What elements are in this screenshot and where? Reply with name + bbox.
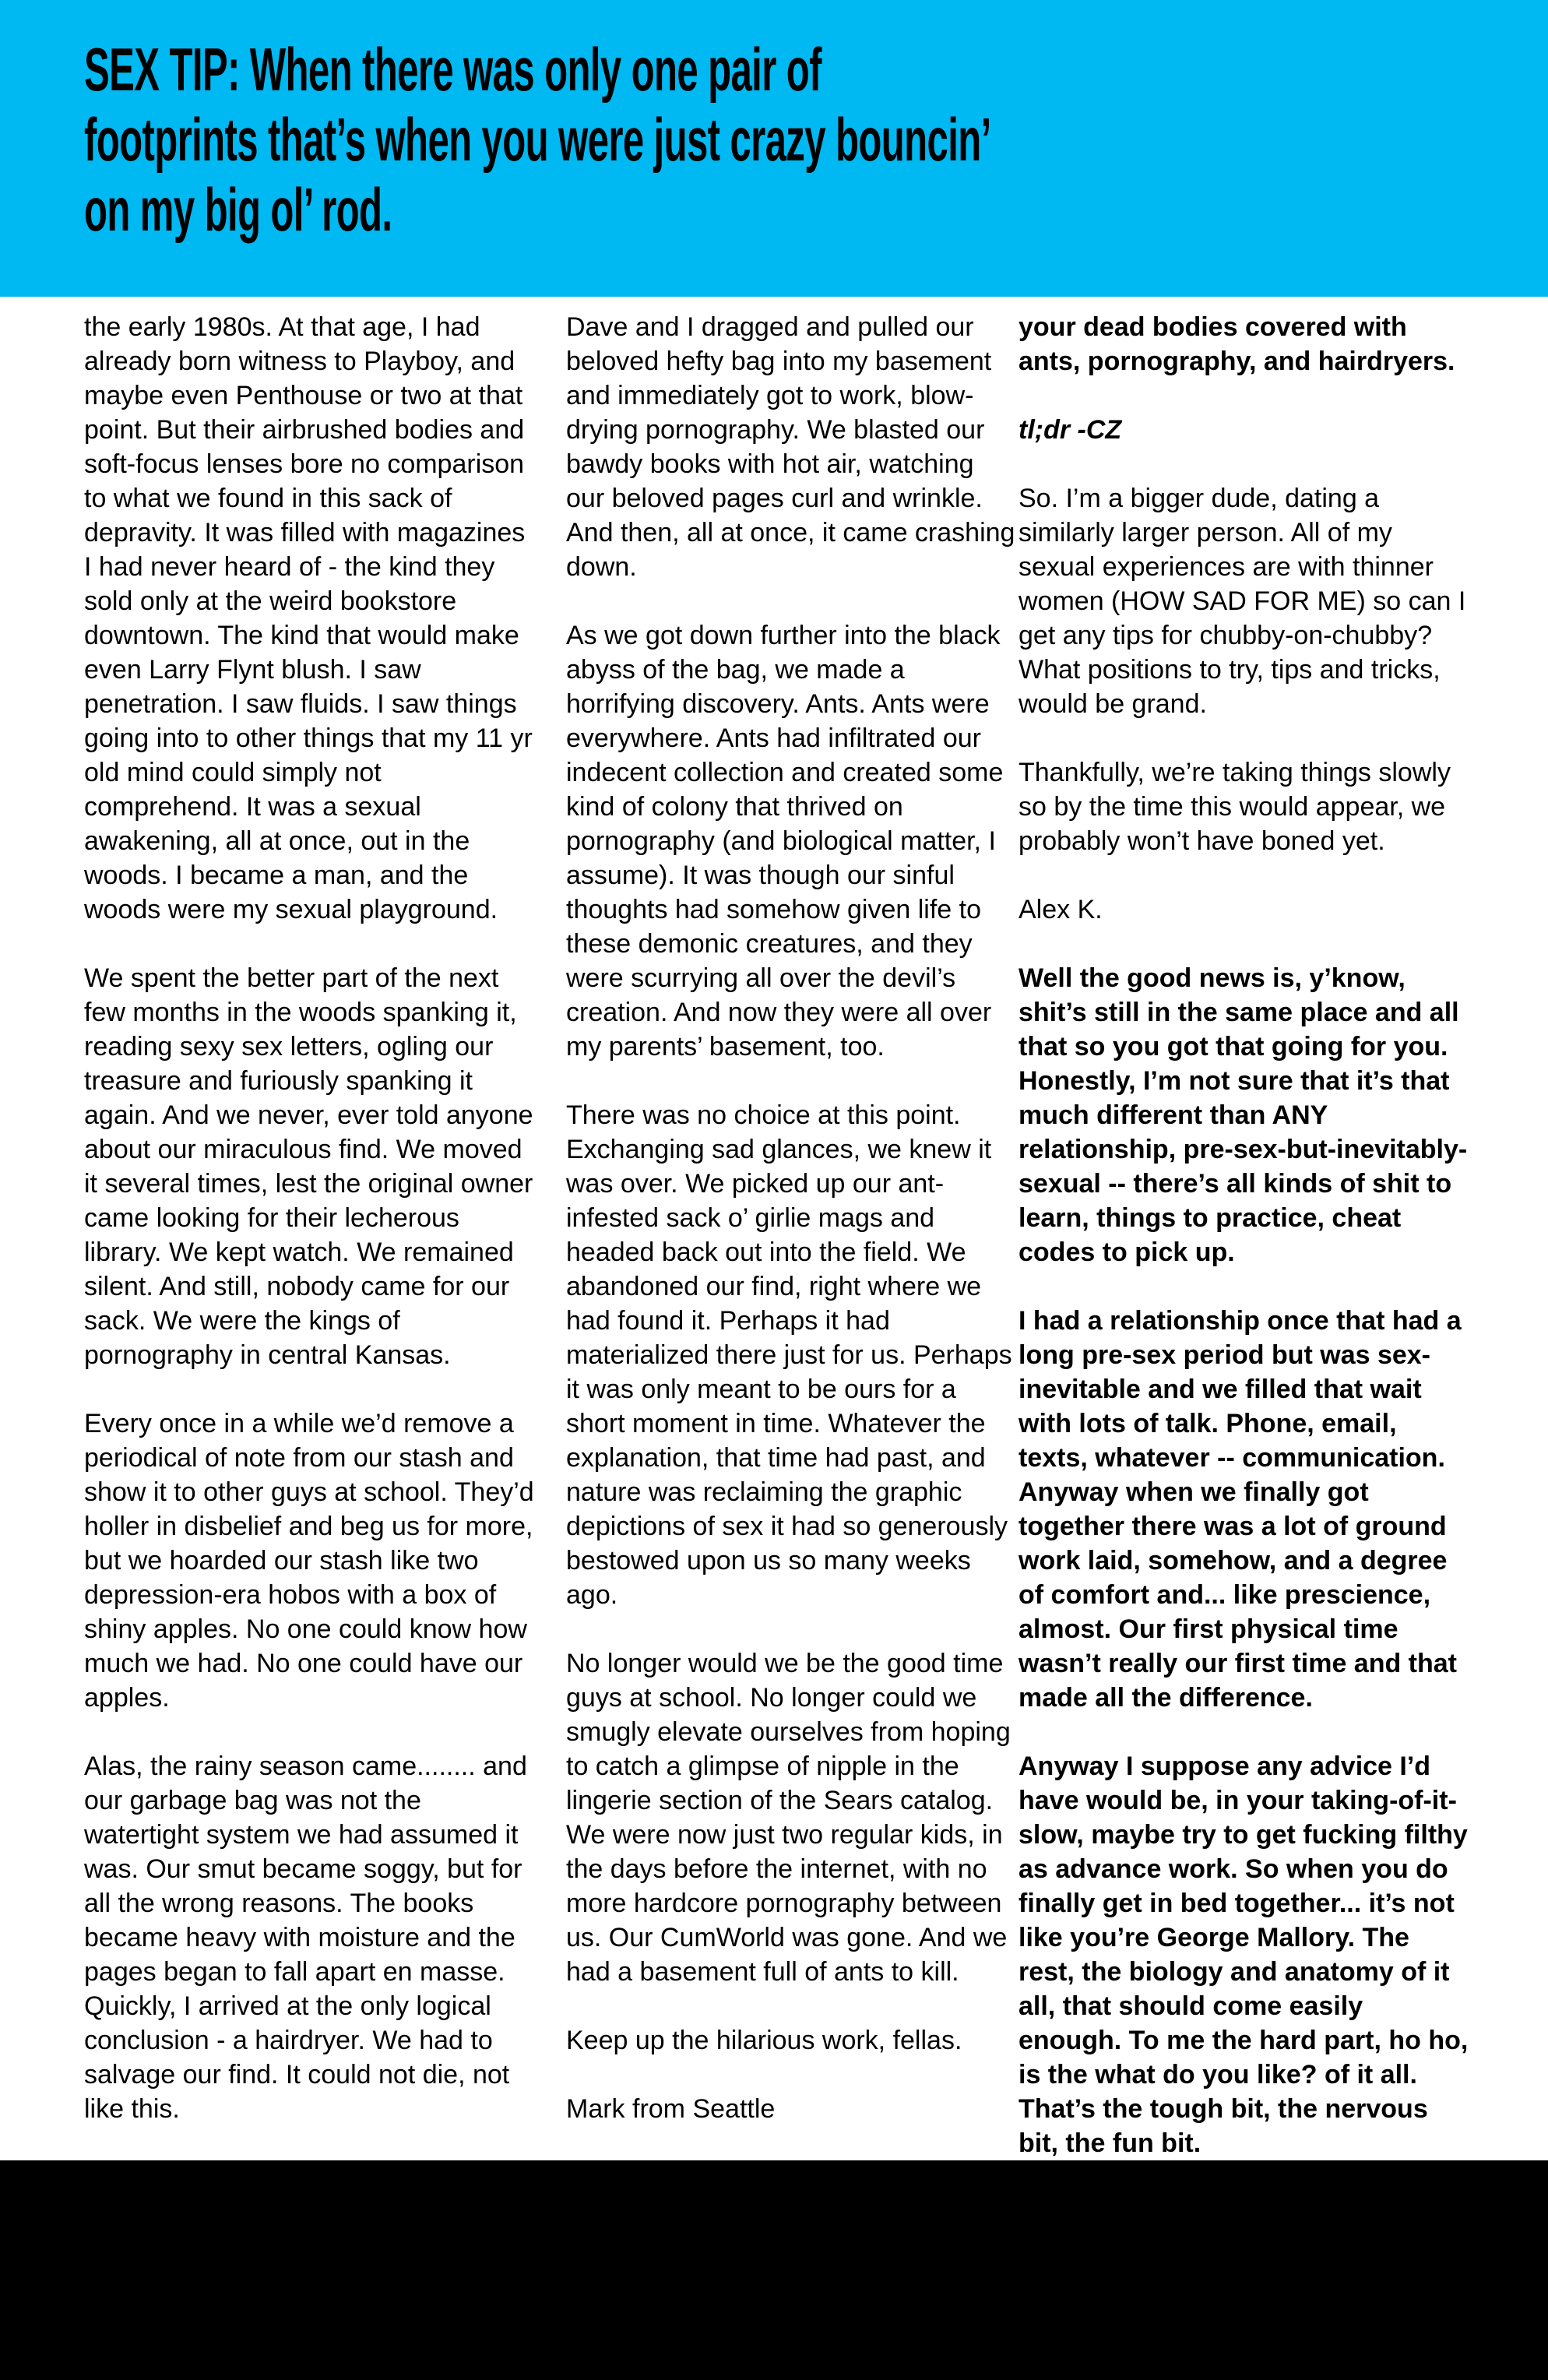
- paragraph: Keep up the hilarious work, fellas.: [566, 2026, 962, 2055]
- paragraph: Anyway I suppose any advice I’d have would be, in your taking-of-it-slow, maybe try to get fucking filthy as advance work. So when you do finally get in bed together... it’s not like you’re George Mallory. The rest, the biology and anatomy of it all, that should come easily enough. To me the hard part, ho ho, is the what do you like? of it all. That’s the tough bit, the nervous bit, the fun bit.: [1019, 1752, 1469, 2158]
- paragraph: Thankfully, we’re taking things slowly so by the time this would appear, we probably won’t have boned yet.: [1019, 758, 1451, 856]
- paragraph: Well the good news is, y’know, shit’s still in the same place and all that so you got that going for you. Honestly, I’m not sure that it’s that much different than ANY relationship, pre-sex-but-inevitably-sexual -- there’s all kinds of shit to learn, things to practice, cheat codes to pick up.: [1019, 963, 1468, 1267]
- paragraph: tl;dr -CZ: [1019, 415, 1122, 445]
- header-banner: [0, 0, 1548, 297]
- paragraph: Alex K.: [1019, 895, 1103, 924]
- text-column-2: [566, 310, 1019, 2297]
- paragraph: No longer would we be the good time guys at school. No longer could we smugly elevate ourselves from hoping to catch a glimpse of nipple in the lingerie section of the Sears catalog. We were now just two regular kids, in the days before the internet, with no more hardcore pornography between us. Our CumWorld was gone. And we had a basement full of ants to kill.: [566, 1649, 1011, 1987]
- paragraph: We spent the better part of the next few months in the woods spanking it, reading sexy sex letters, ogling our treasure and furiously spanking it again. And we never, ever told anyone about our miraculous find. We moved it several times, lest the original owner came looking for their lecherous library. We kept watch. We remained silent. And still, nobody came for our sack. We were the kings of pornography in central Kansas.: [84, 963, 533, 1370]
- paragraph: So. I’m a bigger dude, dating a similarly larger person. All of my sexual experiences are with thinner women (HOW SAD FOR ME) so can I get any tips for chubby-on-chubby? What positions to try, tips and tricks, would be grand.: [1019, 484, 1466, 719]
- paragraph: Alas, the rainy season came........ and our garbage bag was not the watertight system we had assumed it was. Our smut became soggy, but for all the wrong reasons. The books became heavy with moisture and the pages began to fall apart en masse. Quickly, I arrived at the only logical conclusion - a hairdryer. We had to salvage our find. It could not die, not like this.: [84, 1752, 527, 2124]
- paragraph: As we got down further into the black abyss of the bag, we made a horrifying discovery. Ants. Ants were everywhere. Ants had infiltrated our indecent collection and created some kind of colony that thrived on pornography (and biological matter, I assume). It was though our sinful thoughts had somehow given life to these demonic creatures, and they were scurrying all over the devil’s creation. And now they were all over my parents’ basement, too.: [566, 621, 1004, 1061]
- paragraph: your dead bodies covered with ants, pornography, and hairdryers.: [1019, 312, 1455, 376]
- paragraph: Every once in a while we’d remove a periodical of note from our stash and show it to other guys at school. They’d holler in disbelief and beg us for more, but we hoarded our stash like two depression-era hobos with a box of shiny apples. No one could know how much we had. No one could have our apples.: [84, 1409, 534, 1713]
- paragraph: I had a relationship once that had a long pre-sex period but was sex-inevitable and we filled that wait with lots of talk. Phone, email, texts, whatever -- communication. Anyway when we finally got together there was a lot of ground work laid, somehow, and a degree of comfort and... like prescience, almost. Our first physical time wasn’t really our first time and that made all the difference.: [1019, 1306, 1462, 1713]
- footer-bar: [0, 2160, 1548, 2380]
- paragraph: Dave and I dragged and pulled our beloved hefty bag into my basement and immediately got to work, blow-drying pornography. We blasted our bawdy books with hot air, watching our beloved pages curl and wrinkle. And then, all at once, it came crashing down.: [566, 312, 1015, 582]
- text-column-1: [84, 310, 537, 2297]
- page-title: SEX TIP: When there was only one pair of footprints that’s when you were just crazy bouncin’ on my big ol’ rod.: [84, 35, 991, 244]
- text-column-3: [1019, 310, 1472, 2195]
- paragraph: the early 1980s. At that age, I had already born witness to Playboy, and maybe even Penthouse or two at that point. But their airbrushed bodies and soft-focus lenses bore no comparison to what we found in this sack of depravity. It was filled with magazines I had never heard of - the kind they sold only at the weird bookstore downtown. The kind that would make even Larry Flynt blush. I saw penetration. I saw fluids. I saw things going into to other things that my 11 yr old mind could simply not comprehend. It was a sexual awakening, all at once, out in the woods. I became a man, and the woods were my sexual playground.: [84, 312, 533, 924]
- paragraph: Mark from Seattle: [566, 2094, 776, 2124]
- paragraph: There was no choice at this point. Exchanging sad glances, we knew it was over. We picked up our ant-infested sack o’ girlie mags and headed back out into the field. We abandoned our find, right where we had found it. Perhaps it had materialized there just for us. Perhaps it was only meant to be ours for a short moment in time. Whatever the explanation, that time had past, and nature was reclaiming the graphic depictions of sex it had so generously bestowed upon us so many weeks ago.: [566, 1100, 1012, 1610]
